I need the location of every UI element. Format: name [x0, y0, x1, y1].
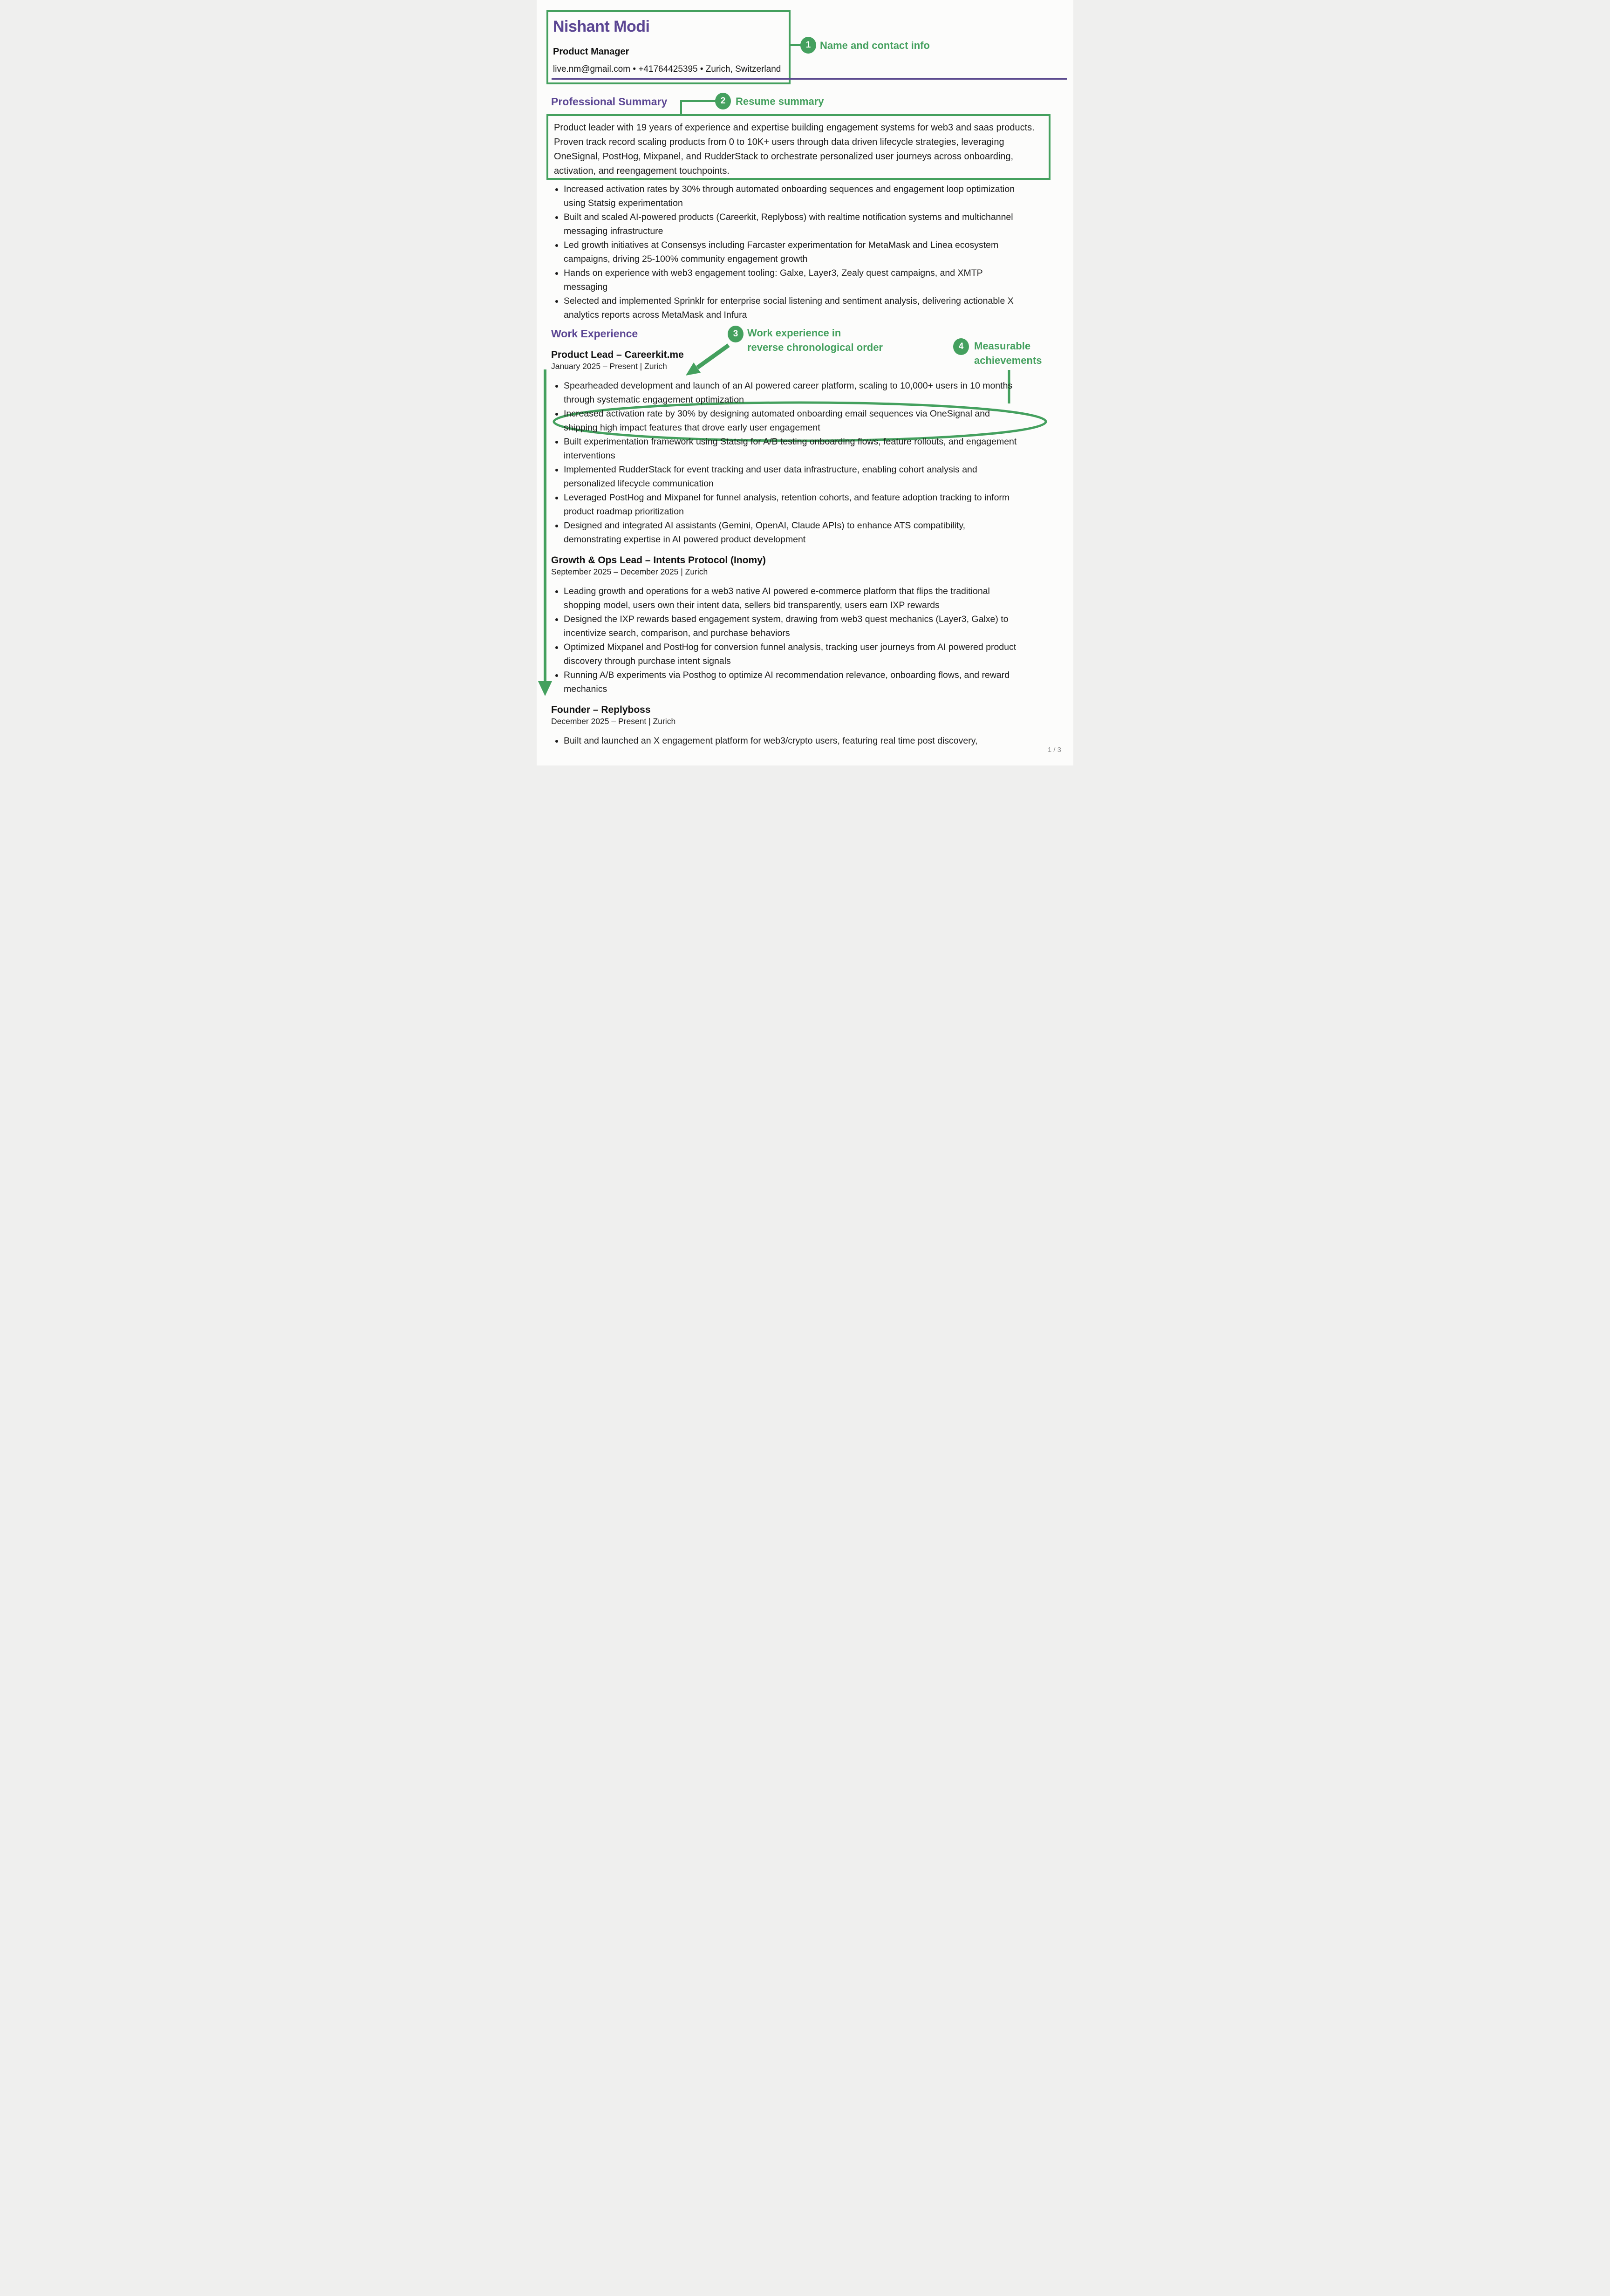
bullet-item: • Selected and implemented Sprinklr for enterprise social listening and sentiment analysis, delivering actionable X analytics reports across MetaMask and Infura [564, 294, 1021, 322]
annotation2-label: Resume summary [736, 96, 824, 107]
job-entry-replyboss [551, 704, 1023, 748]
annotation3-label-line2: reverse chronological order [747, 342, 883, 353]
annotation4-number: 4 [958, 342, 964, 351]
job-entry-inomy [551, 555, 1023, 696]
job-meta: September 2025 – December 2025 | Zurich [551, 567, 708, 576]
summary-section-heading: Professional Summary [551, 96, 668, 108]
annotation1-label: Name and contact info [820, 40, 930, 51]
bullet-item: • Implemented RudderStack for event tracking and user data infrastructure, enabling cohort analysis and personalized lifecycle communication [564, 463, 1023, 491]
annotation1-badge [800, 37, 816, 54]
timeline-arrowhead [538, 681, 552, 696]
job-bullet-list [551, 379, 1023, 547]
bullet-item: • Led growth initiatives at Consensys including Farcaster experimentation for MetaMask and Linea ecosystem campaigns, driving 25-100% community engagement growth [564, 238, 1021, 266]
bullet-item: • Running A/B experiments via Posthog to optimize AI recommendation relevance, onboarding flows, and reward mechanics [564, 668, 1023, 696]
bullet-item: • Optimized Mixpanel and PostHog for conversion funnel analysis, tracking user journeys from AI powered product discovery through purchase intent signals [564, 640, 1023, 668]
bullet-item: • Built experimentation framework using Statsig for A/B testing onboarding flows, feature rollouts, and engagement interventions [564, 435, 1023, 463]
summary-bullet-list [551, 182, 1021, 322]
experience-list [551, 349, 1023, 748]
bullet-item: • Increased activation rate by 30% by designing automated onboarding email sequences via OneSignal and shipping high impact features that drove early user engagement [564, 407, 1023, 435]
resume-page [537, 0, 1073, 765]
bullet-item: • Leading growth and operations for a web3 native AI powered e-commerce platform that flips the traditional shopping model, users own their intent data, sellers bid transparently, users earn IXP rewards [564, 584, 1023, 612]
timeline-arrow-bar [544, 369, 546, 681]
header-box [546, 10, 791, 84]
annotation3-badge [728, 326, 744, 342]
annotation2-badge [715, 93, 731, 109]
annotation2-elbow-line [681, 101, 716, 114]
bullet-item: • Leveraged PostHog and Mixpanel for funnel analysis, retention cohorts, and feature adoption tracking to inform product roadmap prioritization [564, 491, 1023, 519]
annotation1-number: 1 [805, 40, 811, 50]
candidate-title: Product Manager [553, 47, 629, 57]
job-meta: January 2025 – Present | Zurich [551, 362, 667, 371]
job-title: Growth & Ops Lead – Intents Protocol (Inomy) [551, 555, 766, 566]
bullet-item: • Designed the IXP rewards based engagement system, drawing from web3 quest mechanics (Layer3, Galxe) to incentivize search, comparison, and purchase behaviors [564, 612, 1023, 640]
annotation2-number: 2 [720, 96, 726, 106]
job-bullet-list [551, 734, 1023, 748]
contact-line: live.nm@gmail.com • +41764425395 • Zurich, Switzerland [553, 64, 781, 74]
summary-paragraph: Product leader with 19 years of experience and expertise building engagement systems for web3 and saas products. Proven track record scaling products from 0 to 10K+ users through data driven lifecycle strategies, leveraging OneSignal, PostHog, Mixpanel, and RudderStack to orchestrate personalized user journeys across onboarding, activation, and reengagement touchpoints. [554, 123, 1035, 176]
annotation4-label-line2: achievements [974, 355, 1042, 366]
annotation3-label-line1: Work experience in [747, 327, 841, 339]
summary-box [546, 114, 1051, 180]
bullet-item: • Increased activation rates by 30% through automated onboarding sequences and engagement loop optimization using Statsig experimentation [564, 182, 1021, 210]
candidate-name: Nishant Modi [553, 18, 650, 35]
annotation4-label-line1: Measurable [974, 340, 1031, 352]
bullet-item: • Spearheaded development and launch of an AI powered career platform, scaling to 10,000+ users in 10 months through systematic engagement optimization [564, 379, 1023, 407]
job-bullet-list [551, 584, 1023, 696]
bullet-item: • Built and scaled AI-powered products (Careerkit, Replyboss) with realtime notification systems and multichannel messaging infrastructure [564, 210, 1021, 238]
header-divider [552, 78, 1067, 80]
job-title: Product Lead – Careerkit.me [551, 349, 684, 360]
experience-section-heading: Work Experience [551, 328, 638, 340]
job-entry-careerkit [551, 349, 1023, 547]
page-number: 1 / 3 [1047, 746, 1061, 754]
annotation3-number: 3 [733, 329, 738, 339]
job-title: Founder – Replyboss [551, 704, 651, 715]
job-meta: December 2025 – Present | Zurich [551, 717, 676, 726]
bullet-item: • Hands on experience with web3 engagement tooling: Galxe, Layer3, Zealy quest campaigns, and XMTP messaging [564, 266, 1021, 294]
bullet-item: • Built and launched an X engagement platform for web3/crypto users, featuring real time post discovery, [564, 734, 1023, 748]
bullet-item: • Designed and integrated AI assistants (Gemini, OpenAI, Claude APIs) to enhance ATS compatibility, demonstrating expertise in AI powered product development [564, 519, 1023, 547]
